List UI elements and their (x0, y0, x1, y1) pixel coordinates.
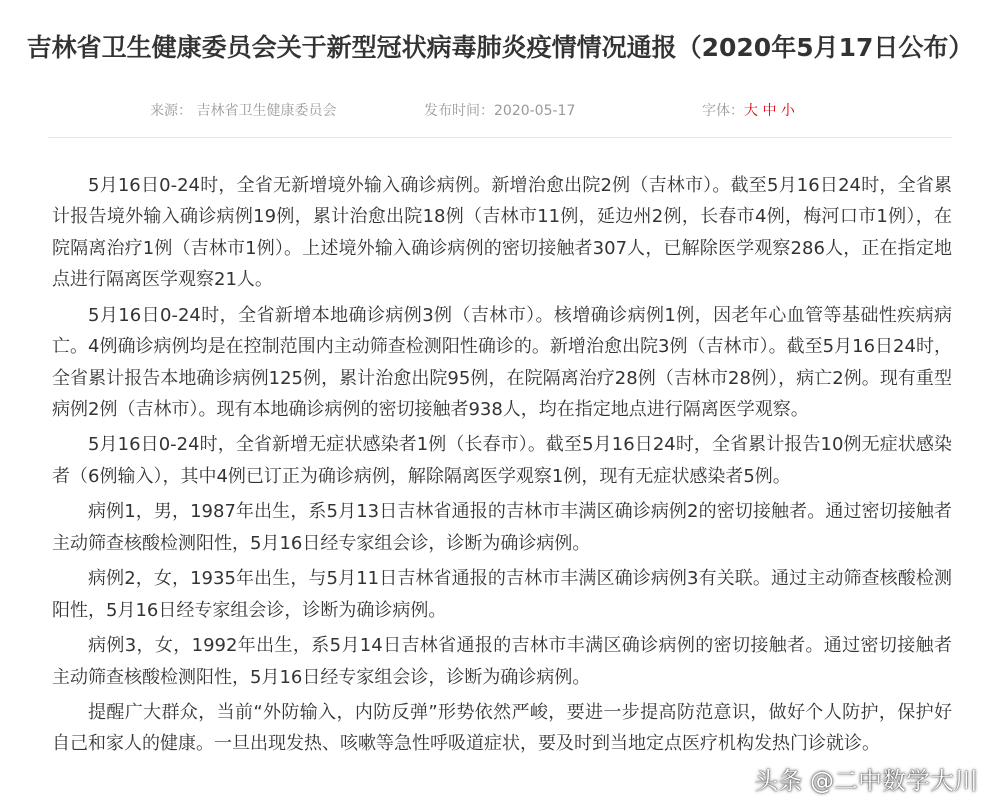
font-size-medium[interactable]: 中 (762, 103, 777, 119)
paragraph: 提醒广大群众，当前“外防输入，内防反弹”形势依然严峻，要进一步提高防范意识，做好个人防护，保护好自己和家人的健康。一旦出现发热、咳嗽等急性呼吸道症状，要及时到当地定点医疗机构发热门诊就诊。 (52, 702, 952, 755)
paragraph: 病例2，女，1935年出生，与5月11日吉林省通报的吉林市丰满区确诊病例3有关联。通过主动筛查核酸检测阳性，5月16日经专家组会诊，诊断为确诊病例。 (52, 568, 952, 621)
source-label: 来源： 吉林省卫生健康委员会 (150, 103, 337, 119)
paragraph: 病例1，男，1987年出生，系5月13日吉林省通报的吉林市丰满区确诊病例2的密切接触者。通过密切接触者主动筛查核酸检测阳性，5月16日经专家组会诊，诊断为确诊病例。 (52, 501, 952, 554)
font-size-small[interactable]: 小 (780, 103, 795, 119)
font-size-label: 字体： (702, 103, 744, 119)
article-body (52, 170, 952, 764)
paragraph: 病例3，女，1992年出生，系5月14日吉林省通报的吉林市丰满区确诊病例的密切接触者。通过密切接触者主动筛查核酸检测阳性，5月16日经专家组会诊，诊断为确诊病例。 (52, 635, 952, 688)
article-meta (0, 100, 1000, 124)
paragraph: 5月16日0-24时，全省新增无症状感染者1例（长春市）。截至5月16日24时，全省累计报告10例无症状感染者（6例输入），其中4例已订正为确诊病例，解除隔离医学观察1例，现有无症状感染者5例。 (52, 434, 952, 487)
divider (48, 137, 952, 138)
font-size-large[interactable]: 大 (744, 103, 758, 119)
publish-time: 发布时间：2020-05-17 (424, 103, 576, 119)
watermark (754, 760, 978, 796)
font-size-selector (702, 100, 795, 120)
paragraph: 5月16日0-24时，全省新增本地确诊病例3例（吉林市）。核增确诊病例1例，因老年心血管等基础性疾病病亡。4例确诊病例均是在控制范围内主动筛查检测阳性确诊的。新增治愈出院3例（吉林市）。截至5月16日24时，全省累计报告本地确诊病例125例，累计治愈出院95例，在院隔离治疗28例（吉林市28例），病亡2例。现有重型病例2例（吉林市）。现有本地确诊病例的密切接触者938人，均在指定地点进行隔离医学观察。 (52, 304, 952, 420)
page-title: 吉林省卫生健康委员会关于新型冠状病毒肺炎疫情情况通报（2020年5月17日公布） (26, 33, 974, 62)
paragraph: 5月16日0-24时，全省无新增境外输入确诊病例。新增治愈出院2例（吉林市）。截至5月16日24时，全省累计报告境外输入确诊病例19例，累计治愈出院18例（吉林市11例，延边州2例，长春市4例，梅河口市1例），在院隔离治疗1例（吉林市1例）。上述境外输入确诊病例的密切接触者307人，已解除医学观察286人，正在指定地点进行隔离医学观察21人。 (52, 175, 952, 291)
watermark-text: 头条 @二中数学大川 (754, 766, 978, 795)
